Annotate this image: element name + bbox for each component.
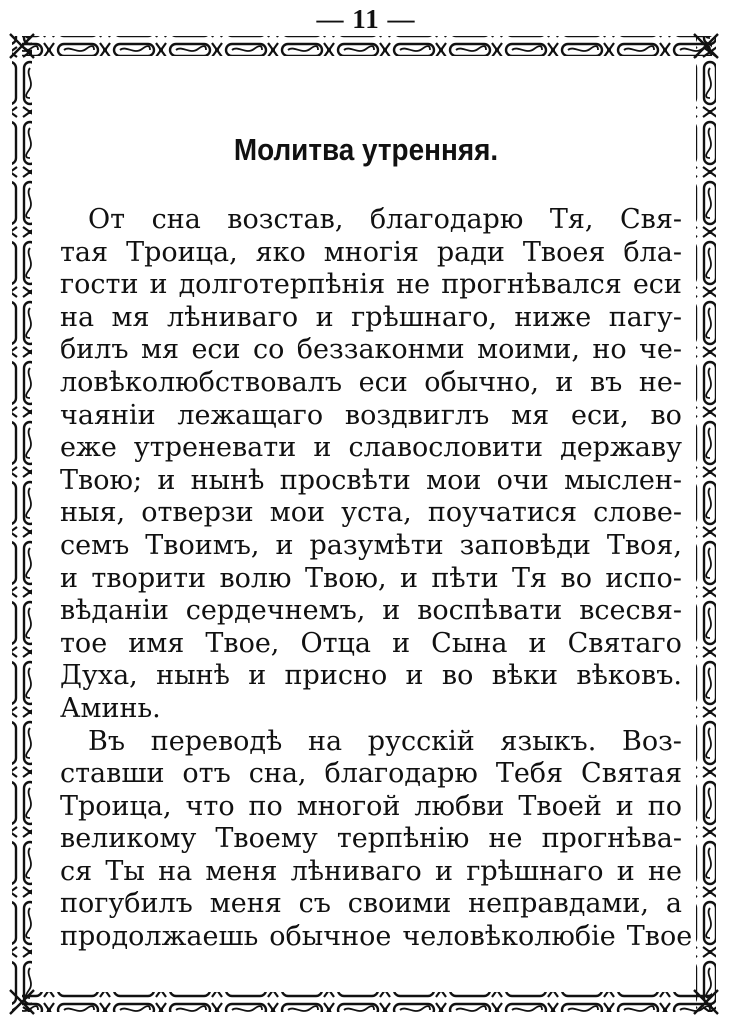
text-line: Въ переводѣ на русскій языкъ. Воз- — [88, 725, 682, 757]
paragraph — [60, 204, 682, 726]
text-line: продолжаешь обычное человѣколюбіе Твое — [60, 921, 693, 953]
text-line: билъ мя еси со беззаконми моими, но че- — [60, 334, 682, 366]
text-line: ловѣколюбствовалъ еси обычно, и въ не- — [60, 366, 682, 398]
text-line: Аминь. — [60, 692, 161, 724]
page-number: — 11 — — [316, 4, 416, 34]
text-line: на мя лѣниваго и грѣшнаго, ниже пагу- — [60, 301, 682, 333]
text-line: семъ Твоимъ, и разумѣти заповѣди Твоя, — [60, 529, 682, 561]
text-line: великому Твоему терпѣнію не прогнѣва- — [60, 823, 682, 855]
paragraph — [60, 725, 693, 954]
text-line: ставши отъ сна, благодарю Тебя Святая — [60, 758, 682, 790]
text-line: ся Ты на меня лѣниваго и грѣшнаго и не — [60, 855, 682, 887]
prayer-text — [60, 204, 693, 954]
text-line: погубилъ меня съ своими неправдами, а — [60, 888, 682, 920]
text-line: еже утреневати и славословити державу — [60, 432, 682, 464]
text-line: и творити волю Твою, и пѣти Тя во испо- — [60, 562, 682, 594]
text-line: Духа, нынѣ и присно и во вѣки вѣковъ. — [60, 660, 682, 692]
text-line: Твою; и нынѣ просвѣти мои очи мыслен- — [60, 464, 682, 496]
page-title: Молитва утренняя. — [233, 132, 499, 167]
text-line: От сна возстав, благодарю Тя, Свя- — [88, 204, 682, 235]
text-line: Троица, что по многой любви Твоей и по — [60, 790, 682, 822]
text-line: чаяніи лежащаго воздвиглъ мя еси, во — [60, 399, 682, 431]
text-line: тое имя Твое, Отца и Сына и Святаго — [60, 627, 682, 659]
text-line: ныя, отверзи мои уста, поучатися слове- — [60, 497, 682, 529]
text-line: вѣданіи сердечнемъ, и воспѣвати всесвя- — [60, 595, 682, 627]
text-line: тая Троица, яко многія ради Твоея бла- — [60, 236, 682, 268]
text-line: гости и долготерпѣнія не прогнѣвался еси — [60, 269, 682, 301]
